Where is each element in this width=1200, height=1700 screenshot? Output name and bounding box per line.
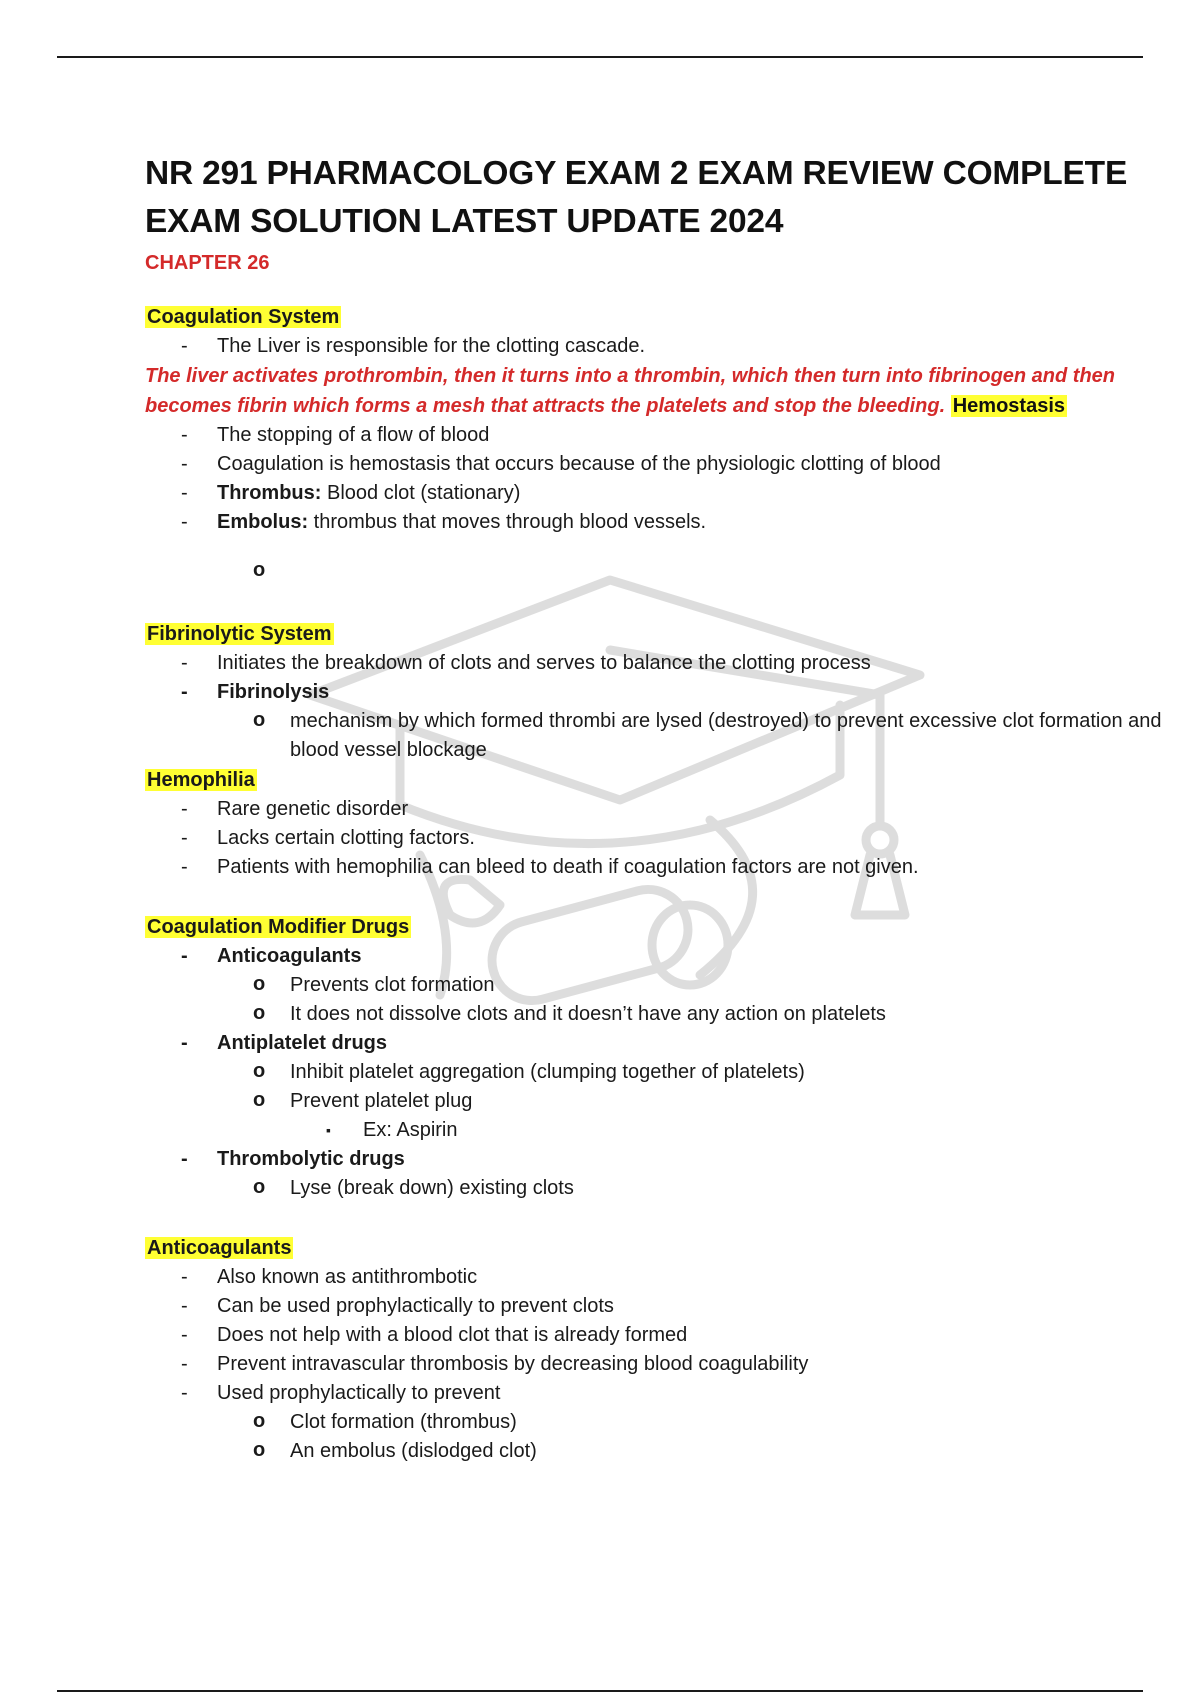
sub-sub-list-item: ▪ Ex: Aspirin: [145, 1116, 1175, 1145]
document-title: NR 291 PHARMACOLOGY EXAM 2 EXAM REVIEW COMPLETE EXAM SOLUTION LATEST UPDATE 2024: [145, 155, 1128, 240]
list-item: - Lacks certain clotting factors.: [145, 824, 1175, 853]
sub-list-item: o Prevent platelet plug: [145, 1087, 1175, 1116]
section-heading-fibrinolytic-system: Fibrinolytic System: [147, 623, 332, 645]
list-item: - Fibrinolysis: [145, 678, 1175, 707]
sub-list-item: o Prevents clot formation: [145, 971, 1175, 1000]
chapter-heading: CHAPTER 26: [145, 252, 270, 274]
list-item: - Thrombus: Blood clot (stationary): [145, 479, 1175, 508]
list-item: - Patients with hemophilia can bleed to death if coagulation factors are not given.: [145, 853, 1175, 882]
sub-list-item: o mechanism by which formed thrombi are lysed (destroyed) to prevent excessive clot formation and blood vessel blockage: [145, 707, 1175, 765]
list-item: - The stopping of a flow of blood: [145, 421, 1175, 450]
footer-rule: [57, 1690, 1143, 1692]
header-rule: [57, 56, 1143, 58]
sub-list-item: o Inhibit platelet aggregation (clumping together of platelets): [145, 1058, 1175, 1087]
list-item: - Also known as antithrombotic: [145, 1263, 1175, 1292]
section-heading-anticoagulants: Anticoagulants: [147, 1237, 292, 1259]
section-heading-hemophilia: Hemophilia: [147, 769, 255, 791]
list-item: - Used prophylactically to prevent: [145, 1379, 1175, 1408]
list-item: - Anticoagulants: [145, 942, 1175, 971]
section-heading-coagulation-modifier-drugs: Coagulation Modifier Drugs: [147, 916, 410, 938]
document-body: [145, 150, 1175, 1466]
hemostasis-label: Hemostasis: [952, 395, 1065, 417]
sub-list-item: o An embolus (dislodged clot): [145, 1437, 1175, 1466]
sub-list-item: o Lyse (break down) existing clots: [145, 1174, 1175, 1203]
list-item: - Rare genetic disorder: [145, 795, 1175, 824]
list-item: - Initiates the breakdown of clots and serves to balance the clotting process: [145, 649, 1175, 678]
list-item: - Prevent intravascular thrombosis by decreasing blood coagulability: [145, 1350, 1175, 1379]
list-item: - Can be used prophylactically to prevent clots: [145, 1292, 1175, 1321]
list-item: - Antiplatelet drugs: [145, 1029, 1175, 1058]
list-item: - Thrombolytic drugs: [145, 1145, 1175, 1174]
sub-list-item: o Clot formation (thrombus): [145, 1408, 1175, 1437]
list-item: - The Liver is responsible for the clotting cascade.: [145, 332, 1175, 361]
section-heading-coagulation-system: Coagulation System: [147, 306, 340, 328]
list-item: - Does not help with a blood clot that is already formed: [145, 1321, 1175, 1350]
empty-sub-bullet: [145, 557, 1175, 607]
sub-list-item: o It does not dissolve clots and it doesn’t have any action on platelets: [145, 1000, 1175, 1029]
list-item: - Coagulation is hemostasis that occurs because of the physiologic clotting of blood: [145, 450, 1175, 479]
liver-cascade-note: The liver activates prothrombin, then it turns into a thrombin, which then turn into fibrinogen and then becomes fibrin which forms a mesh that attracts the platelets and stop the bleeding. Hemostasis: [145, 365, 1116, 417]
list-item: - Embolus: thrombus that moves through blood vessels.: [145, 508, 1175, 537]
